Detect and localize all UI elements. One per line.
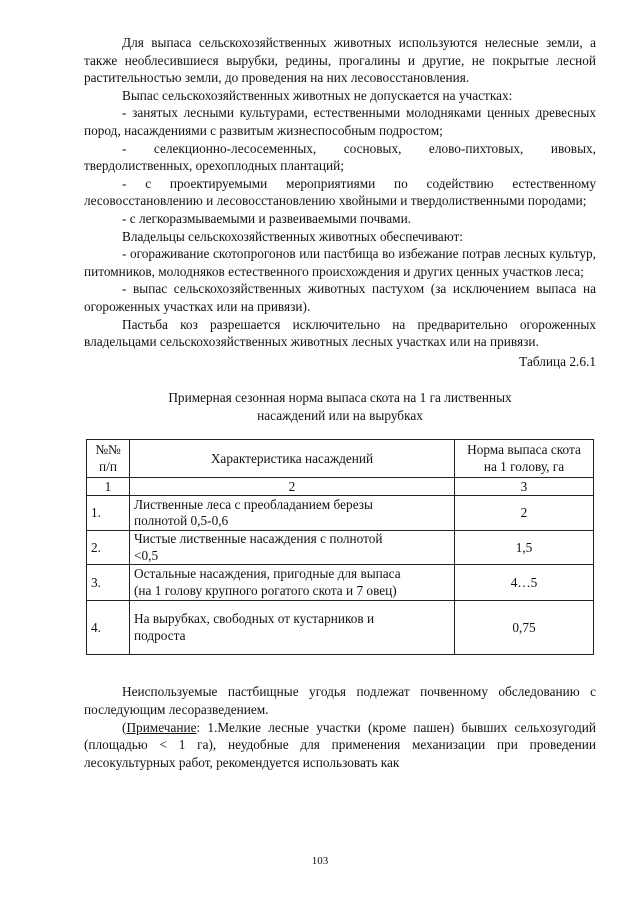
table-label: Таблица 2.6.1 bbox=[519, 353, 596, 369]
table-row bbox=[87, 565, 594, 601]
paragraph-7: Владельцы сельскохозяйственных животных обеспечивают: bbox=[122, 228, 463, 244]
row-norm: 0,75 bbox=[455, 601, 594, 655]
row-norm: 4…5 bbox=[455, 565, 594, 601]
document-page bbox=[84, 34, 596, 771]
table-title-line-2: насаждений или на вырубках bbox=[257, 407, 423, 423]
page-number: 103 bbox=[311, 855, 329, 867]
paragraph-11: Неиспользуемые пастбищные угодья подлежат почвенному обследованию с последующим лесоразведением. bbox=[84, 684, 596, 718]
note-paragraph bbox=[84, 719, 596, 772]
table-index-row bbox=[87, 478, 594, 496]
paragraph-5: - с проектируемыми мероприятиями по содействию естественному лесовосстановлению и лесовосстановлению хвойными и твердолиственными породами; bbox=[84, 175, 596, 209]
header-norm: Норма выпаса скота на 1 голову, га bbox=[455, 440, 594, 478]
row-norm: 1,5 bbox=[455, 531, 594, 565]
note-open-paren: ( bbox=[122, 719, 127, 735]
table-row bbox=[87, 496, 594, 531]
paragraph-9: - выпас сельскохозяйственных животных пастухом (за исключением выпаса на огороженных участках или на привязи). bbox=[84, 281, 596, 314]
paragraph-4: - селекционно-лесосеменных, сосновых, елово-пихтовых, ивовых, твердолиственных, орехоплодных плантаций; bbox=[84, 140, 596, 174]
table-row bbox=[87, 531, 594, 565]
table-title-line-1: Примерная сезонная норма выпаса скота на 1 га лиственных bbox=[168, 390, 512, 406]
paragraph-1: Для выпаса сельскохозяйственных животных используются нелесные земли, а также необлесившиеся вырубки, редины, прогалины и другие, не покрытые лесной растительностью земли, до проведения на них лесовосстановления. bbox=[84, 35, 596, 86]
row-norm: 2 bbox=[455, 496, 594, 531]
table-title bbox=[84, 389, 596, 424]
paragraph-8: - огораживание скотопрогонов или пастбища во избежание потрав лесных культур, питомников, молодняков естественного происхождения и других ценных участков леса; bbox=[84, 246, 596, 279]
row-feature: Лиственные леса с преобладанием березы полнотой 0,5-0,6 bbox=[130, 496, 455, 531]
row-feature: Остальные насаждения, пригодные для выпаса (на 1 голову крупного рогатого скота и 7 овец) bbox=[130, 565, 455, 601]
header-num: №№ п/п bbox=[87, 440, 130, 478]
index-cell-3: 3 bbox=[455, 478, 594, 496]
header-feature: Характеристика насаждений bbox=[130, 440, 455, 478]
row-feature: Чистые лиственные насаждения с полнотой <0,5 bbox=[130, 531, 455, 565]
row-num: 3. bbox=[87, 565, 130, 601]
table-header-row bbox=[87, 440, 594, 478]
row-feature: На вырубках, свободных от кустарников и подроста bbox=[130, 601, 455, 655]
paragraph-10: Пастьба коз разрешается исключительно на предварительно огороженных владельцами сельскохозяйственных животных лесных участках или на привязи. bbox=[84, 316, 596, 350]
paragraph-6: - с легкоразмываемыми и развеиваемыми почвами. bbox=[122, 210, 412, 226]
index-cell-1: 1 bbox=[87, 478, 130, 496]
grazing-norm-table bbox=[86, 439, 594, 655]
paragraph-2: Выпас сельскохозяйственных животных не допускается на участках: bbox=[122, 87, 513, 103]
row-num: 2. bbox=[87, 531, 130, 565]
note-label: Примечание bbox=[126, 719, 197, 735]
paragraph-3: - занятых лесными культурами, естественными молодняками ценных древесных пород, насаждениями с развитым жизнеспособным подростом; bbox=[84, 105, 596, 138]
note-text: : 1.Мелкие лесные участки (кроме пашен) бывших сельхозугодий (площадью < 1 га), неудобные для применения механизации при проведении лесокультурных работ, рекомендуется использовать как bbox=[84, 719, 596, 770]
index-cell-2: 2 bbox=[130, 478, 455, 496]
row-num: 4. bbox=[87, 601, 130, 655]
table-row bbox=[87, 601, 594, 655]
row-num: 1. bbox=[87, 496, 130, 531]
